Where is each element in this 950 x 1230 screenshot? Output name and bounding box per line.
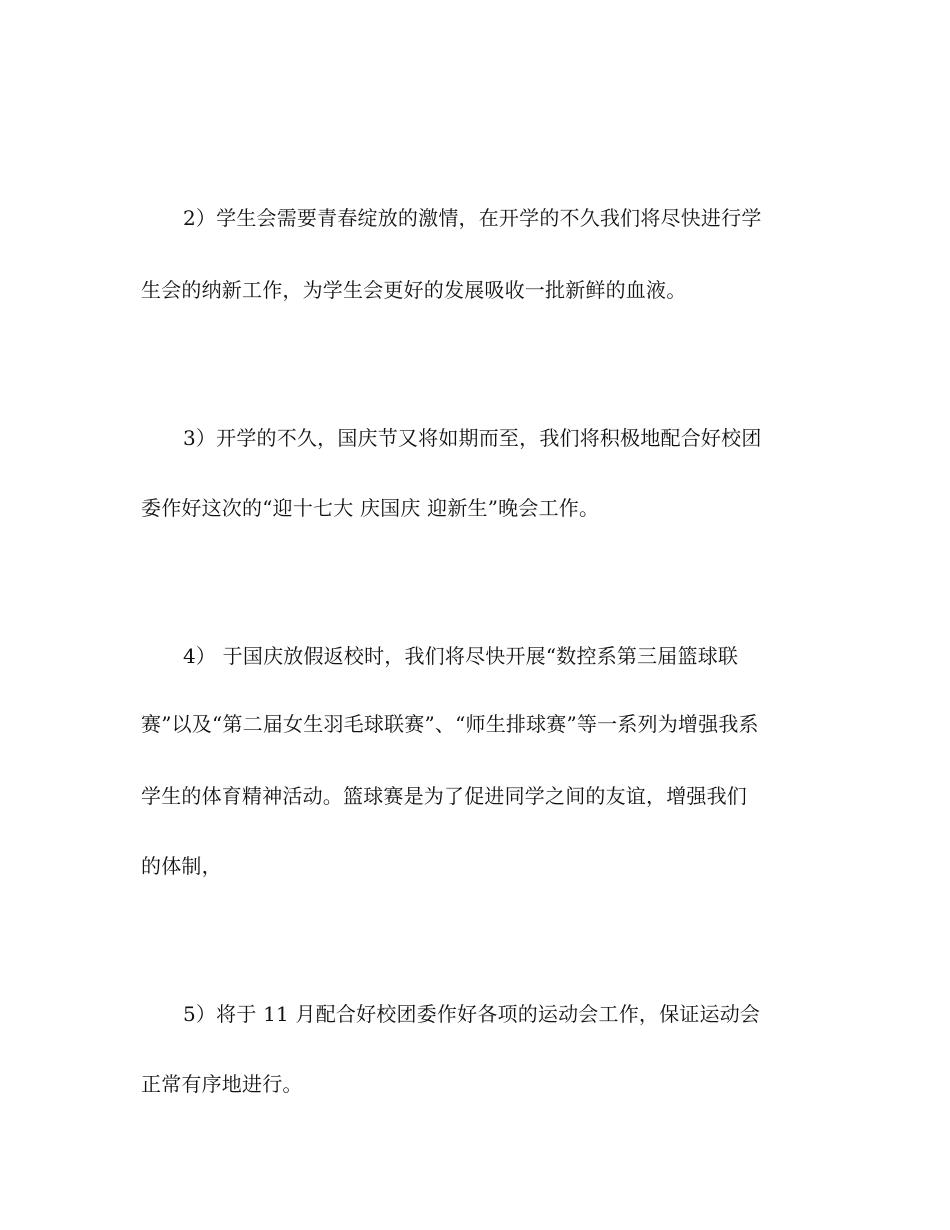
paragraph-line: 5）将于 11 月配合好校团委作好各项的运动会工作，保证运动会	[183, 1002, 761, 1026]
paragraph-line: 赛”以及“第二届女生羽毛球联赛”、“师生排球赛”等一系列为增强我系	[141, 712, 759, 736]
paragraph-line: 委作好这次的“迎十七大 庆国庆 迎新生”晚会工作。	[141, 496, 600, 520]
paragraph-line: 学生的体育精神活动。篮球赛是为了促进同学之间的友谊，增强我们	[141, 784, 747, 808]
paragraph-line: 生会的纳新工作，为学生会更好的发展吸收一批新鲜的血液。	[141, 278, 687, 302]
paragraph-line: 的体制，	[141, 854, 222, 878]
paragraph-line: 3）开学的不久，国庆节又将如期而至，我们将积极地配合好校团	[183, 426, 762, 450]
paragraph-line: 正常有序地进行。	[141, 1072, 303, 1096]
paragraph-line: 2）学生会需要青春绽放的激情，在开学的不久我们将尽快进行学	[183, 206, 762, 230]
paragraph-line: 4） 于国庆放假返校时，我们将尽快开展“数控系第三届篮球联	[183, 644, 739, 668]
